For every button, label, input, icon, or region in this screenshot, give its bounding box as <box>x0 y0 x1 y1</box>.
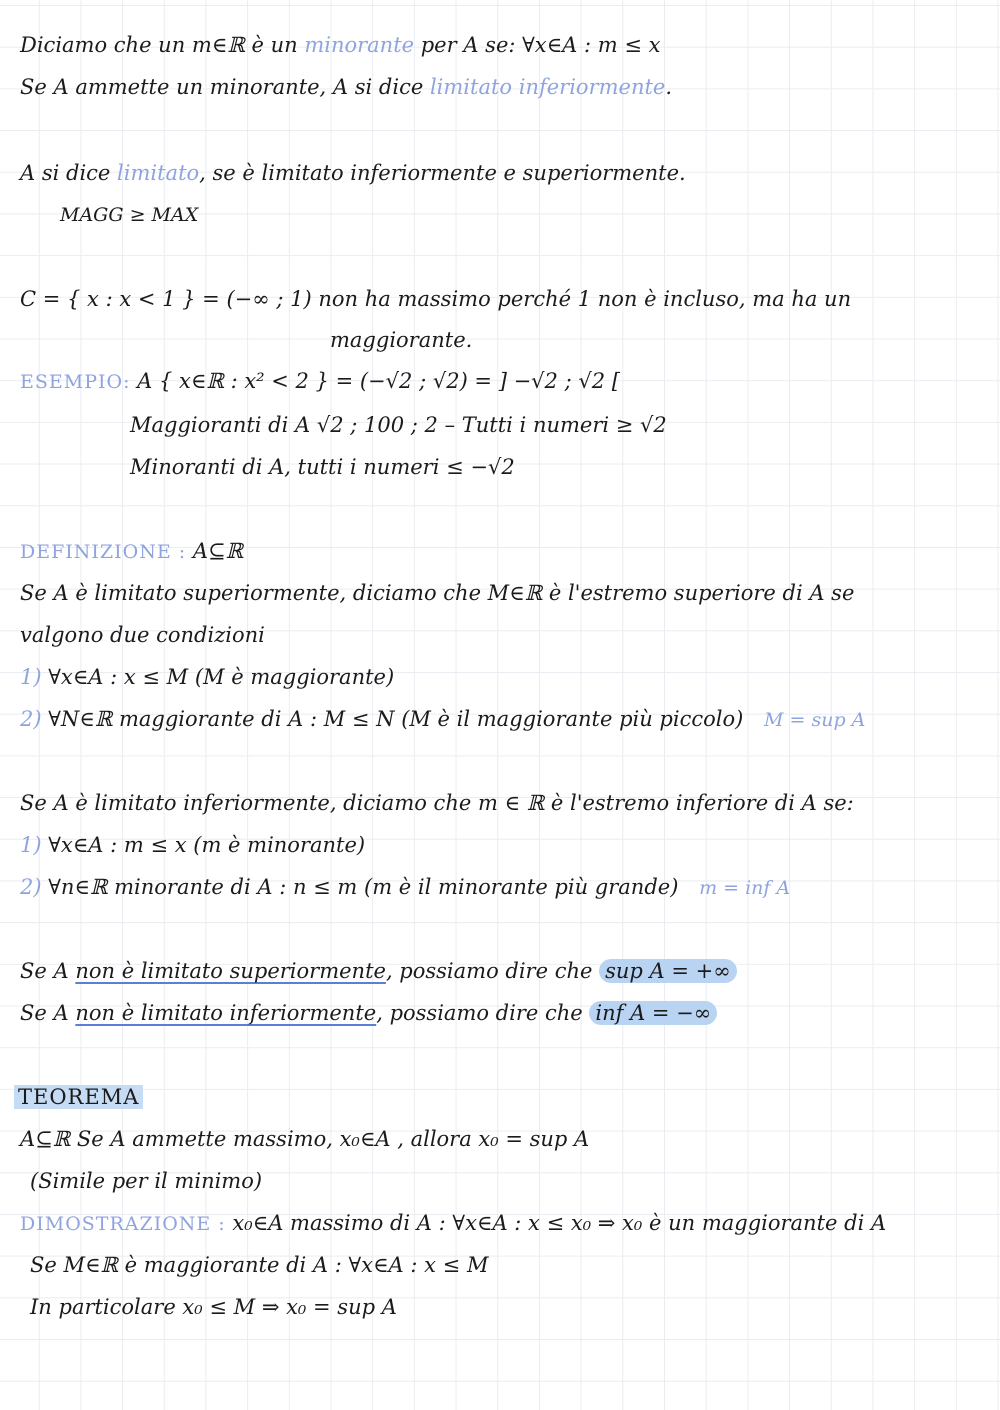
line-inf-cond-2 <box>20 872 790 903</box>
text: , possiamo dire che <box>376 1001 590 1025</box>
line-inf-def: Se A è limitato inferiormente, diciamo che m ∈ ℝ è l'estremo inferiore di A se: <box>20 791 854 815</box>
teorema-heading: TEOREMA <box>14 1085 143 1109</box>
line-inf-cond-1 <box>20 830 365 860</box>
text: ∀n∈ℝ minorante di A : n ≤ m (m è il minorante più grande) <box>41 875 679 899</box>
line-magg-max: MAGG ≥ MAX <box>60 204 199 226</box>
line-definizione <box>20 536 243 567</box>
underlined-text: non è limitato inferiormente <box>75 1001 377 1025</box>
highlight-inf: inf A = −∞ <box>589 1001 717 1025</box>
text: . <box>665 75 673 99</box>
line-minorante-def <box>20 30 660 60</box>
line-limitato-def <box>20 158 686 188</box>
line-condizioni: valgono due condizioni <box>20 623 265 647</box>
line-teorema-stmt: A⊆ℝ Se A ammette massimo, x₀∈A , allora x₀ = sup A <box>20 1127 590 1151</box>
line-maggioranti: Maggioranti di A √2 ; 100 ; 2 – Tutti i numeri ≥ √2 <box>130 413 667 437</box>
term-limitato-inferiormente: limitato inferiormente <box>429 75 666 99</box>
text: Se A <box>20 959 76 983</box>
item-number: 1) <box>20 665 42 689</box>
line-maggiorante: maggiorante. <box>330 328 473 352</box>
item-number: 2) <box>20 875 42 899</box>
text: , se è limitato inferiormente e superiormente. <box>199 161 686 185</box>
line-limitato-inf <box>20 72 672 102</box>
line-sup-cond-1 <box>20 662 394 692</box>
text: per A se: ∀x∈A : m ≤ x <box>414 33 661 57</box>
line-sup-def: Se A è limitato superiormente, diciamo che M∈ℝ è l'estremo superiore di A se <box>20 581 855 605</box>
item-number: 1) <box>20 833 42 857</box>
text: A⊆ℝ <box>186 539 244 563</box>
line-minoranti: Minoranti di A, tutti i numeri ≤ −√2 <box>130 455 515 479</box>
highlight-sup: sup A = +∞ <box>599 959 737 983</box>
definizione-label: DEFINIZIONE : <box>20 541 187 563</box>
line-teorema <box>14 1082 143 1112</box>
text: ∀x∈A : m ≤ x (m è minorante) <box>41 833 366 857</box>
line-dimostrazione <box>20 1208 886 1239</box>
text: A { x∈ℝ : x² < 2 } = (−√2 ; √2) = ] −√2 ; √2 [ <box>137 369 620 393</box>
note-sup: M = sup A <box>764 709 866 731</box>
note-inf: m = inf A <box>699 877 791 899</box>
dimostrazione-label: DIMOSTRAZIONE : <box>20 1213 226 1235</box>
term-minorante: minorante <box>304 33 415 57</box>
line-sup-infinito <box>20 956 737 986</box>
text: ∀x∈A : x ≤ M (M è maggiorante) <box>41 665 395 689</box>
line-sup-cond-2 <box>20 704 865 735</box>
esempio-label: ESEMPIO: <box>20 371 131 393</box>
text: Se A ammette un minorante, A si dice <box>20 75 430 99</box>
term-limitato: limitato <box>117 161 200 185</box>
line-simile: (Simile per il minimo) <box>30 1169 263 1193</box>
text: Diciamo che un m∈ℝ è un <box>20 33 305 57</box>
line-inf-infinito <box>20 998 717 1028</box>
line-dim-3: In particolare x₀ ≤ M ⇒ x₀ = sup A <box>30 1295 397 1319</box>
text: A si dice <box>20 161 118 185</box>
text: x₀∈A massimo di A : ∀x∈A : x ≤ x₀ ⇒ x₀ è un maggiorante di A <box>225 1211 887 1235</box>
underlined-text: non è limitato superiormente <box>75 959 386 983</box>
text: ∀N∈ℝ maggiorante di A : M ≤ N (M è il maggiorante più piccolo) <box>41 707 744 731</box>
line-dim-2: Se M∈ℝ è maggiorante di A : ∀x∈A : x ≤ M <box>30 1253 489 1277</box>
text: , possiamo dire che <box>385 959 600 983</box>
text: Se A <box>20 1001 76 1025</box>
item-number: 2) <box>20 707 42 731</box>
line-set-c: C = { x : x < 1 } = (−∞ ; 1) non ha massimo perché 1 non è incluso, ma ha un <box>20 287 852 311</box>
line-esempio <box>20 366 620 397</box>
